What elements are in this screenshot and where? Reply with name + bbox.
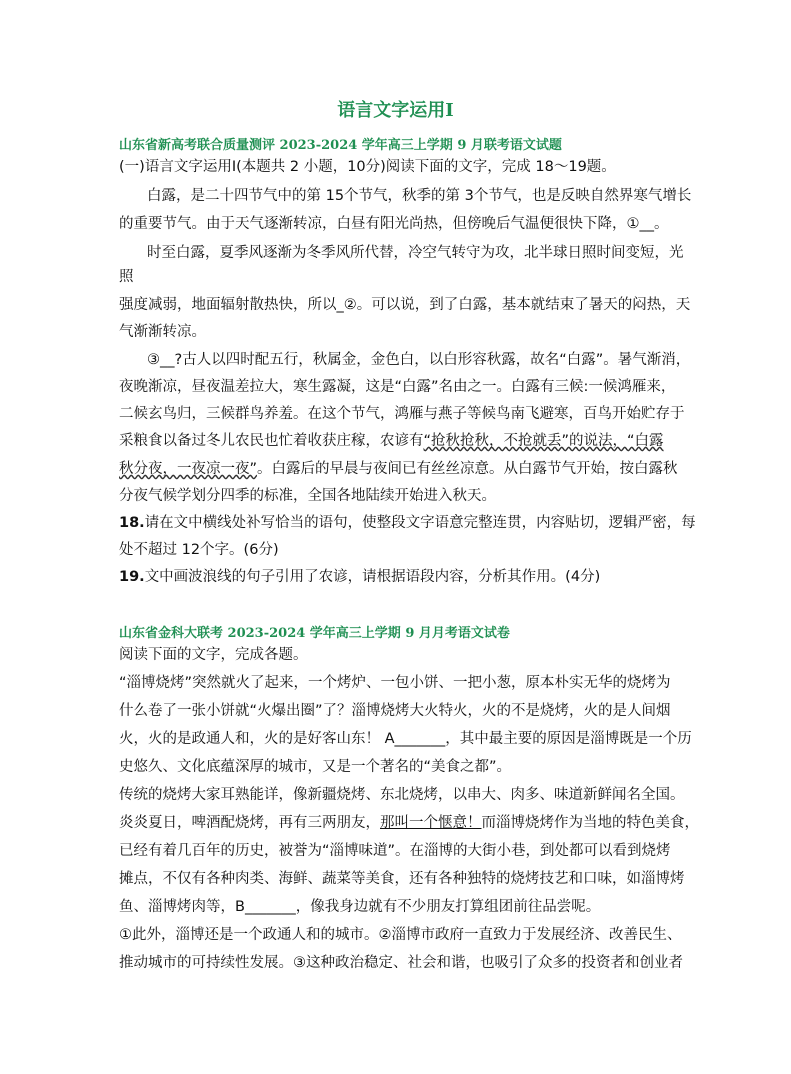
s2-paragraph3-line2: 推动城市的可持续性发展。③这种政治稳定、社会和谐，也吸引了众多的投资者和创业者 bbox=[119, 955, 683, 971]
s2-paragraph1-line1: “淄博烧烤”突然就火了起来，一个烤炉、一包小饼、一把小葱，原本朴实无华的烧烤为 bbox=[119, 675, 671, 691]
proverb-wavy-part2: 秋分夜，一夜凉一夜” bbox=[119, 461, 258, 477]
question-19 bbox=[119, 567, 600, 587]
s2-paragraph3-line1: ①此外，淄博还是一个政通人和的城市。②淄博市政府一直致力于发展经济、改善民生、 bbox=[119, 927, 682, 943]
s1-p3-line4-text: 采粮食以备过冬儿农民也忙着收获庄稼，农谚有 bbox=[119, 433, 424, 449]
s1-paragraph1-line1: 白露，是二十四节气中的第 15个节气，秋季的第 3个节气，也是反映自然界寒气增长 bbox=[147, 188, 692, 204]
s2-paragraph2-line4: 摊点，不仅有各种肉类、海鲜、蔬菜等美食，还有各种独特的烧烤技艺和口味，如淄博烤 bbox=[119, 871, 685, 887]
s1-paragraph2-line3: 强度减弱，地面辐射散热快，所以_②。可以说，到了白露，基本就结束了暑天的闷热，天 bbox=[119, 297, 691, 313]
s2-paragraph1-line2: 什么卷了一张小饼就“火爆出圈”了？淄博烧烤大火特火，火的不是烧烤，火的是人间烟 bbox=[119, 703, 671, 719]
s1-paragraph3-line3: 二候玄鸟归，三候群鸟养羞。在这个节气，鸿雁与燕子等候鸟南飞避寒，百鸟开始贮存于 bbox=[119, 406, 685, 422]
s2-paragraph1-line3: 火，火的是政通人和，火的是好客山东！ A_______，其中最主要的原因是淄博既是一个历 bbox=[119, 731, 692, 747]
s1-paragraph2-line2: 照 bbox=[119, 269, 134, 285]
s1-paragraph2-line4: 气渐渐转凉。 bbox=[119, 324, 206, 340]
s2-paragraph2-line2 bbox=[119, 813, 699, 833]
question-18-number: 18. bbox=[119, 515, 145, 531]
s2-p2-line2-start: 炎炎夏日，啤酒配烧烤，再有三两朋友， bbox=[119, 815, 380, 831]
question-19-text: 文中画波浪线的句子引用了农谚，请根据语段内容，分析其作用。(4分) bbox=[144, 569, 601, 585]
proverb-wavy-part1: “抢秋抢秋，不抢就丢”的说法，“白露 bbox=[423, 433, 664, 449]
s2-paragraph2-line1: 传统的烧烤大家耳熟能详，像新疆烧烤、东北烧烤，以串大、肉多、味道新鲜闻名全国。 bbox=[119, 787, 685, 803]
s1-paragraph2-line1: 时至白露，夏季风逐渐为冬季风所代替，冷空气转守为攻，北半球日照时间变短，光 bbox=[147, 245, 684, 261]
s1-paragraph3-line1: ③__?古人以四时配五行，秋属金，金色白，以白形容秋露，故名“白露”。暑气渐消， bbox=[147, 352, 691, 368]
s2-p2-line2-end: 而淄博烧烤作为当地的特色美食， bbox=[481, 815, 699, 831]
question-18-line1 bbox=[119, 513, 696, 533]
question-18-line2: 处不超过 12个字。(6分) bbox=[119, 542, 279, 558]
s1-paragraph3-line5 bbox=[119, 459, 678, 479]
underlined-phrase: 那叫一个惬意！ bbox=[380, 815, 482, 831]
section2-source: 山东省金科大联考 2023-2024 学年高三上学期 9 月月考语文试卷 bbox=[119, 626, 510, 641]
s2-paragraph2-line5: 鱼、淄博烤肉等，B_______，像我身边就有不少朋友打算组团前往品尝呢。 bbox=[119, 899, 601, 915]
question-18-text: 请在文中横线处补写恰当的语句，使整段文字语意完整连贯，内容贴切，逻辑严密，每 bbox=[144, 515, 696, 531]
section2-intro: 阅读下面的文字，完成各题。 bbox=[119, 647, 308, 663]
question-19-number: 19. bbox=[119, 569, 145, 585]
s2-paragraph2-line3: 已经有着几百年的历史，被誉为“淄博味道”。在淄博的大街小巷，到处都可以看到烧烤 bbox=[119, 843, 671, 859]
page-title: 语言文字运用Ⅰ bbox=[337, 100, 454, 121]
section1-source: 山东省新高考联合质量测评 2023-2024 学年高三上学期 9 月联考语文试题 bbox=[119, 138, 562, 153]
s1-paragraph3-line6: 分夜气候学划分四季的标准，全国各地陆续开始进入秋天。 bbox=[119, 488, 496, 504]
s1-paragraph3-line2: 夜晚渐凉，昼夜温差拉大，寒生露凝，这是“白露”名由之一。白露有三候:一候鸿雁来， bbox=[119, 379, 676, 395]
s1-p3-line5-text: 。白露后的早晨与夜间已有丝丝凉意。从白露节气开始，按白露秋 bbox=[257, 461, 678, 477]
section1-intro: (一)语言文字运用Ⅰ(本题共 2 小题，10分)阅读下面的文字，完成 18～19题。 bbox=[119, 159, 616, 175]
s1-paragraph3-line4 bbox=[119, 431, 664, 451]
s1-paragraph1-line2: 的重要节气。由于天气逐渐转凉，白昼有阳光尚热，但傍晚后气温便很快下降，①__。 bbox=[119, 216, 669, 232]
s2-paragraph1-line4: 史悠久、文化底蕴深厚的城市，又是一个著名的“美食之都”。 bbox=[119, 759, 512, 775]
